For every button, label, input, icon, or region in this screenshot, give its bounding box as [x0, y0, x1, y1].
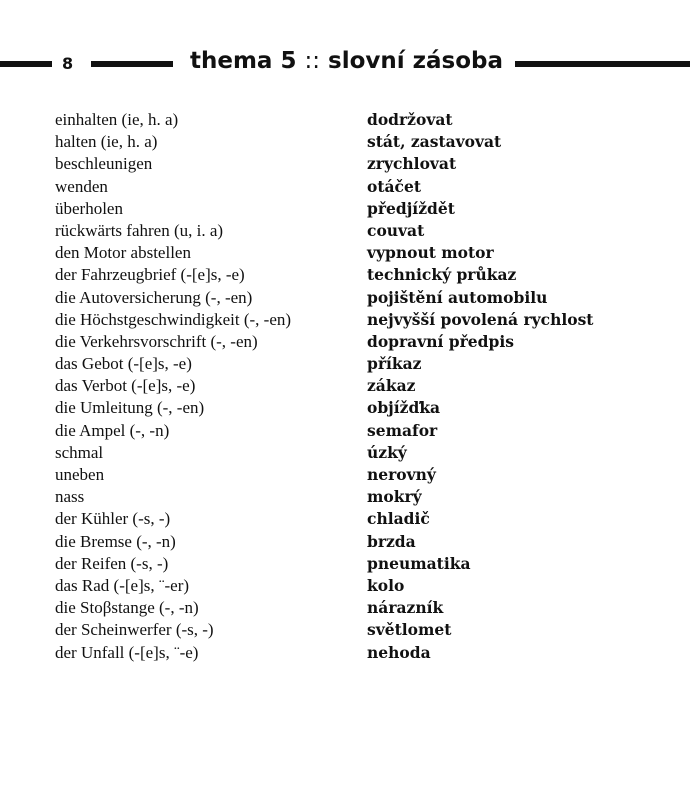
vocab-row — [55, 597, 675, 619]
german-term: die Autoversicherung (-, -en) — [55, 287, 253, 307]
czech-translation: chladič — [367, 509, 430, 529]
vocab-row — [55, 331, 675, 353]
german-term: das Rad (-[e]s, ¨-er) — [55, 575, 190, 595]
german-term: die Ampel (-, -n) — [55, 420, 170, 440]
czech-translation: nárazník — [367, 598, 444, 618]
title-separator: :: — [304, 48, 320, 74]
vocab-row — [55, 575, 675, 597]
german-term: der Fahrzeugbrief (-[e]s, -e) — [55, 265, 245, 285]
german-term: der Scheinwerfer (-s, -) — [55, 620, 214, 640]
czech-translation: technický průkaz — [367, 265, 517, 285]
german-term: die Bremse (-, -n) — [55, 531, 176, 551]
german-term: uneben — [55, 465, 105, 484]
czech-translation: nehoda — [367, 642, 431, 662]
german-term: überholen — [55, 198, 123, 218]
vocab-row — [55, 642, 675, 664]
vocab-row — [55, 353, 675, 375]
czech-translation: příkaz — [367, 354, 422, 374]
czech-translation: úzký — [367, 442, 407, 462]
czech-translation: semafor — [367, 420, 438, 440]
czech-translation: pneumatika — [367, 553, 471, 573]
czech-translation: otáčet — [367, 176, 422, 196]
vocab-row — [55, 486, 675, 508]
czech-translation: zákaz — [367, 376, 416, 396]
german-term: der Unfall (-[e]s, ¨-e) — [55, 642, 199, 662]
german-term: schmal — [55, 442, 104, 462]
vocab-row — [55, 397, 675, 419]
header-rule-middle — [91, 61, 173, 67]
german-term: nass — [55, 487, 85, 507]
vocab-row — [55, 153, 675, 175]
german-term: rückwärts fahren (u, i. a) — [55, 220, 224, 240]
vocab-row — [55, 109, 675, 131]
vocab-row — [55, 420, 675, 442]
header-rule-right — [515, 61, 690, 67]
vocab-row — [55, 375, 675, 397]
czech-translation: stát, zastavovat — [367, 132, 502, 152]
header-rule-left — [0, 61, 52, 67]
vocabulary-list — [55, 109, 675, 664]
german-term: die Umleitung (-, -en) — [55, 398, 205, 418]
german-term: einhalten (ie, h. a) — [55, 110, 179, 129]
vocab-row — [55, 442, 675, 464]
czech-translation: předjíždět — [367, 198, 455, 218]
czech-translation: nejvyšší povolená rychlost — [367, 309, 594, 329]
vocab-row — [55, 220, 675, 242]
title-main: thema 5 — [190, 48, 297, 74]
vocab-row — [55, 198, 675, 220]
vocab-row — [55, 287, 675, 309]
czech-translation: brzda — [367, 531, 416, 551]
czech-translation: objížďka — [367, 398, 441, 418]
vocab-row — [55, 531, 675, 553]
czech-translation: dopravní předpis — [367, 331, 514, 351]
vocab-row — [55, 309, 675, 331]
vocab-row — [55, 176, 675, 198]
german-term: die Stoβstange (-, -n) — [55, 598, 199, 618]
vocab-row — [55, 619, 675, 641]
page-title — [190, 48, 503, 74]
czech-translation: couvat — [367, 220, 425, 240]
german-term: das Gebot (-[e]s, -e) — [55, 354, 192, 374]
german-term: beschleunigen — [55, 154, 153, 174]
german-term: der Kühler (-s, -) — [55, 509, 171, 529]
czech-translation: dodržovat — [367, 110, 453, 129]
vocab-row — [55, 464, 675, 486]
german-term: den Motor abstellen — [55, 243, 191, 263]
czech-translation: světlomet — [367, 620, 452, 640]
vocab-row — [55, 264, 675, 286]
german-term: die Höchstgeschwindigkeit (-, -en) — [55, 309, 292, 329]
czech-translation: kolo — [367, 575, 405, 595]
czech-translation: zrychlovat — [367, 154, 457, 174]
german-term: das Verbot (-[e]s, -e) — [55, 376, 196, 396]
vocab-row — [55, 242, 675, 264]
german-term: die Verkehrsvorschrift (-, -en) — [55, 331, 258, 351]
czech-translation: nerovný — [367, 465, 436, 484]
czech-translation: vypnout motor — [367, 243, 494, 263]
page-header — [0, 48, 690, 82]
vocab-row — [55, 131, 675, 153]
page-number: 8 — [62, 54, 74, 73]
vocab-row — [55, 508, 675, 530]
title-sub: slovní zásoba — [328, 48, 504, 74]
german-term: der Reifen (-s, -) — [55, 553, 169, 573]
german-term: halten (ie, h. a) — [55, 132, 158, 152]
czech-translation: pojištění automobilu — [367, 287, 548, 307]
vocab-row — [55, 553, 675, 575]
german-term: wenden — [55, 176, 108, 196]
czech-translation: mokrý — [367, 487, 422, 507]
